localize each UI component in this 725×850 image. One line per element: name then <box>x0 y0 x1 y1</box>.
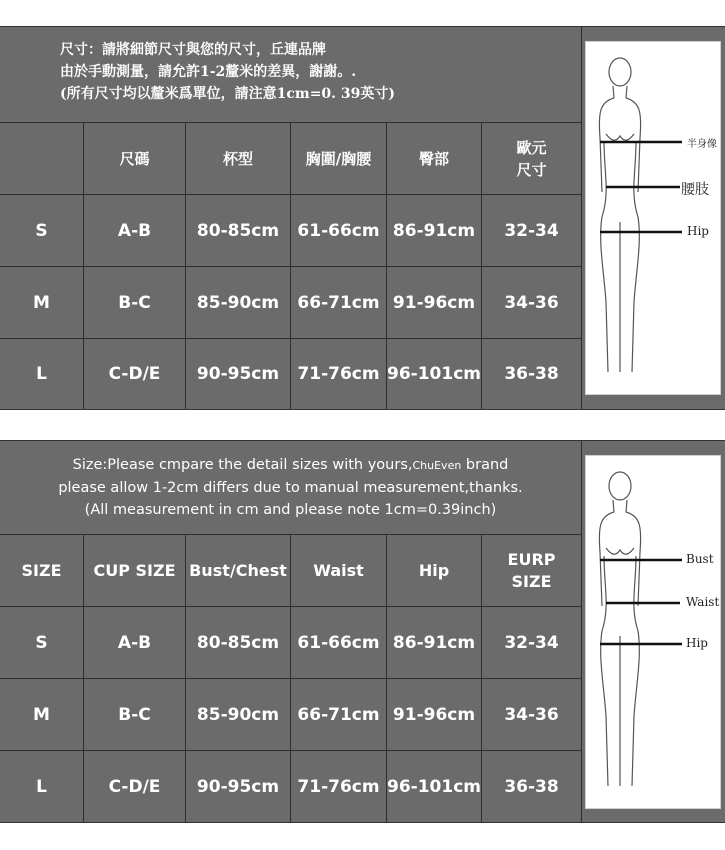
table-cell: 61-66cm <box>291 195 387 267</box>
table-cell: 85-90cm <box>186 267 291 339</box>
table-cell: S <box>0 195 84 267</box>
table-cell: 61-66cm <box>291 607 387 679</box>
note-line: 由於手動測量，請允許1-2釐米的差異，謝謝。. <box>60 64 357 80</box>
note-line: 尺寸：請將細節尺寸與您的尺寸，丘連品牌 <box>60 42 326 58</box>
header-cell: 尺碼 <box>84 123 186 195</box>
table-cell: C-D/E <box>84 751 186 822</box>
table-cell: 90-95cm <box>186 339 291 409</box>
note-line: (All measurement in cm and please note 1cm=0.39inch) <box>84 502 497 518</box>
table-cell: M <box>0 267 84 339</box>
size-table-chinese <box>0 27 582 409</box>
header-cell: 歐元 尺寸 <box>482 123 582 195</box>
figure-label-bust: 半身像 <box>687 139 717 150</box>
body-measurement-figure <box>585 455 721 809</box>
body-outline-icon <box>586 456 720 808</box>
body-outline-icon <box>586 42 720 394</box>
table-cell: 66-71cm <box>291 679 387 751</box>
table-cell: L <box>0 339 84 409</box>
note-line <box>0 454 581 477</box>
size-note-chinese <box>0 27 582 123</box>
table-cell: 85-90cm <box>186 679 291 751</box>
header-cell: 臀部 <box>387 123 482 195</box>
table-cell: 66-71cm <box>291 267 387 339</box>
table-cell: 34-36 <box>482 267 582 339</box>
note-text: Size:Please cmpare the detail sizes with yours, <box>72 457 413 473</box>
header-cell: EURP SIZE <box>482 535 582 607</box>
note-line: please allow 1-2cm differs due to manual measurement,thanks. <box>58 480 523 496</box>
body-measurement-figure <box>585 41 721 395</box>
table-cell: B-C <box>84 267 186 339</box>
table-cell: B-C <box>84 679 186 751</box>
brand-name: ChuEven <box>412 459 462 472</box>
table-cell: 80-85cm <box>186 607 291 679</box>
figure-label-bust: Bust <box>686 552 714 566</box>
header-cell: 胸圍/胸腰 <box>291 123 387 195</box>
table-cell: L <box>0 751 84 822</box>
header-cell: Hip <box>387 535 482 607</box>
header-cell: Bust/Chest <box>186 535 291 607</box>
table-cell: 71-76cm <box>291 339 387 409</box>
table-cell: 90-95cm <box>186 751 291 822</box>
header-cell: SIZE <box>0 535 84 607</box>
table-cell: 96-101cm <box>387 751 482 822</box>
note-text: brand <box>461 457 509 473</box>
size-table-english <box>0 441 582 822</box>
table-cell: A-B <box>84 195 186 267</box>
table-cell: 32-34 <box>482 195 582 267</box>
table-cell: A-B <box>84 607 186 679</box>
table-cell: 86-91cm <box>387 607 482 679</box>
table-cell: 36-38 <box>482 751 582 822</box>
table-cell: 96-101cm <box>387 339 482 409</box>
table-cell: 34-36 <box>482 679 582 751</box>
header-cell: 杯型 <box>186 123 291 195</box>
table-cell: 86-91cm <box>387 195 482 267</box>
table-cell: 91-96cm <box>387 267 482 339</box>
table-cell: C-D/E <box>84 339 186 409</box>
header-cell: Waist <box>291 535 387 607</box>
note-line: (所有尺寸均以釐米爲單位，請注意1cm=0. 39英寸) <box>60 86 396 102</box>
figure-label-hip: Hip <box>687 224 709 238</box>
table-cell: S <box>0 607 84 679</box>
table-cell: M <box>0 679 84 751</box>
figure-label-waist: Waist <box>686 595 720 609</box>
figure-label-waist: 腰肢 <box>681 182 709 198</box>
size-note-english <box>0 441 582 535</box>
size-chart-english <box>0 440 725 823</box>
table-cell: 80-85cm <box>186 195 291 267</box>
table-cell: 36-38 <box>482 339 582 409</box>
header-cell: CUP SIZE <box>84 535 186 607</box>
table-cell: 91-96cm <box>387 679 482 751</box>
header-cell <box>0 123 84 195</box>
size-chart-chinese <box>0 26 725 410</box>
table-cell: 32-34 <box>482 607 582 679</box>
table-cell: 71-76cm <box>291 751 387 822</box>
figure-label-hip: Hip <box>686 636 708 650</box>
